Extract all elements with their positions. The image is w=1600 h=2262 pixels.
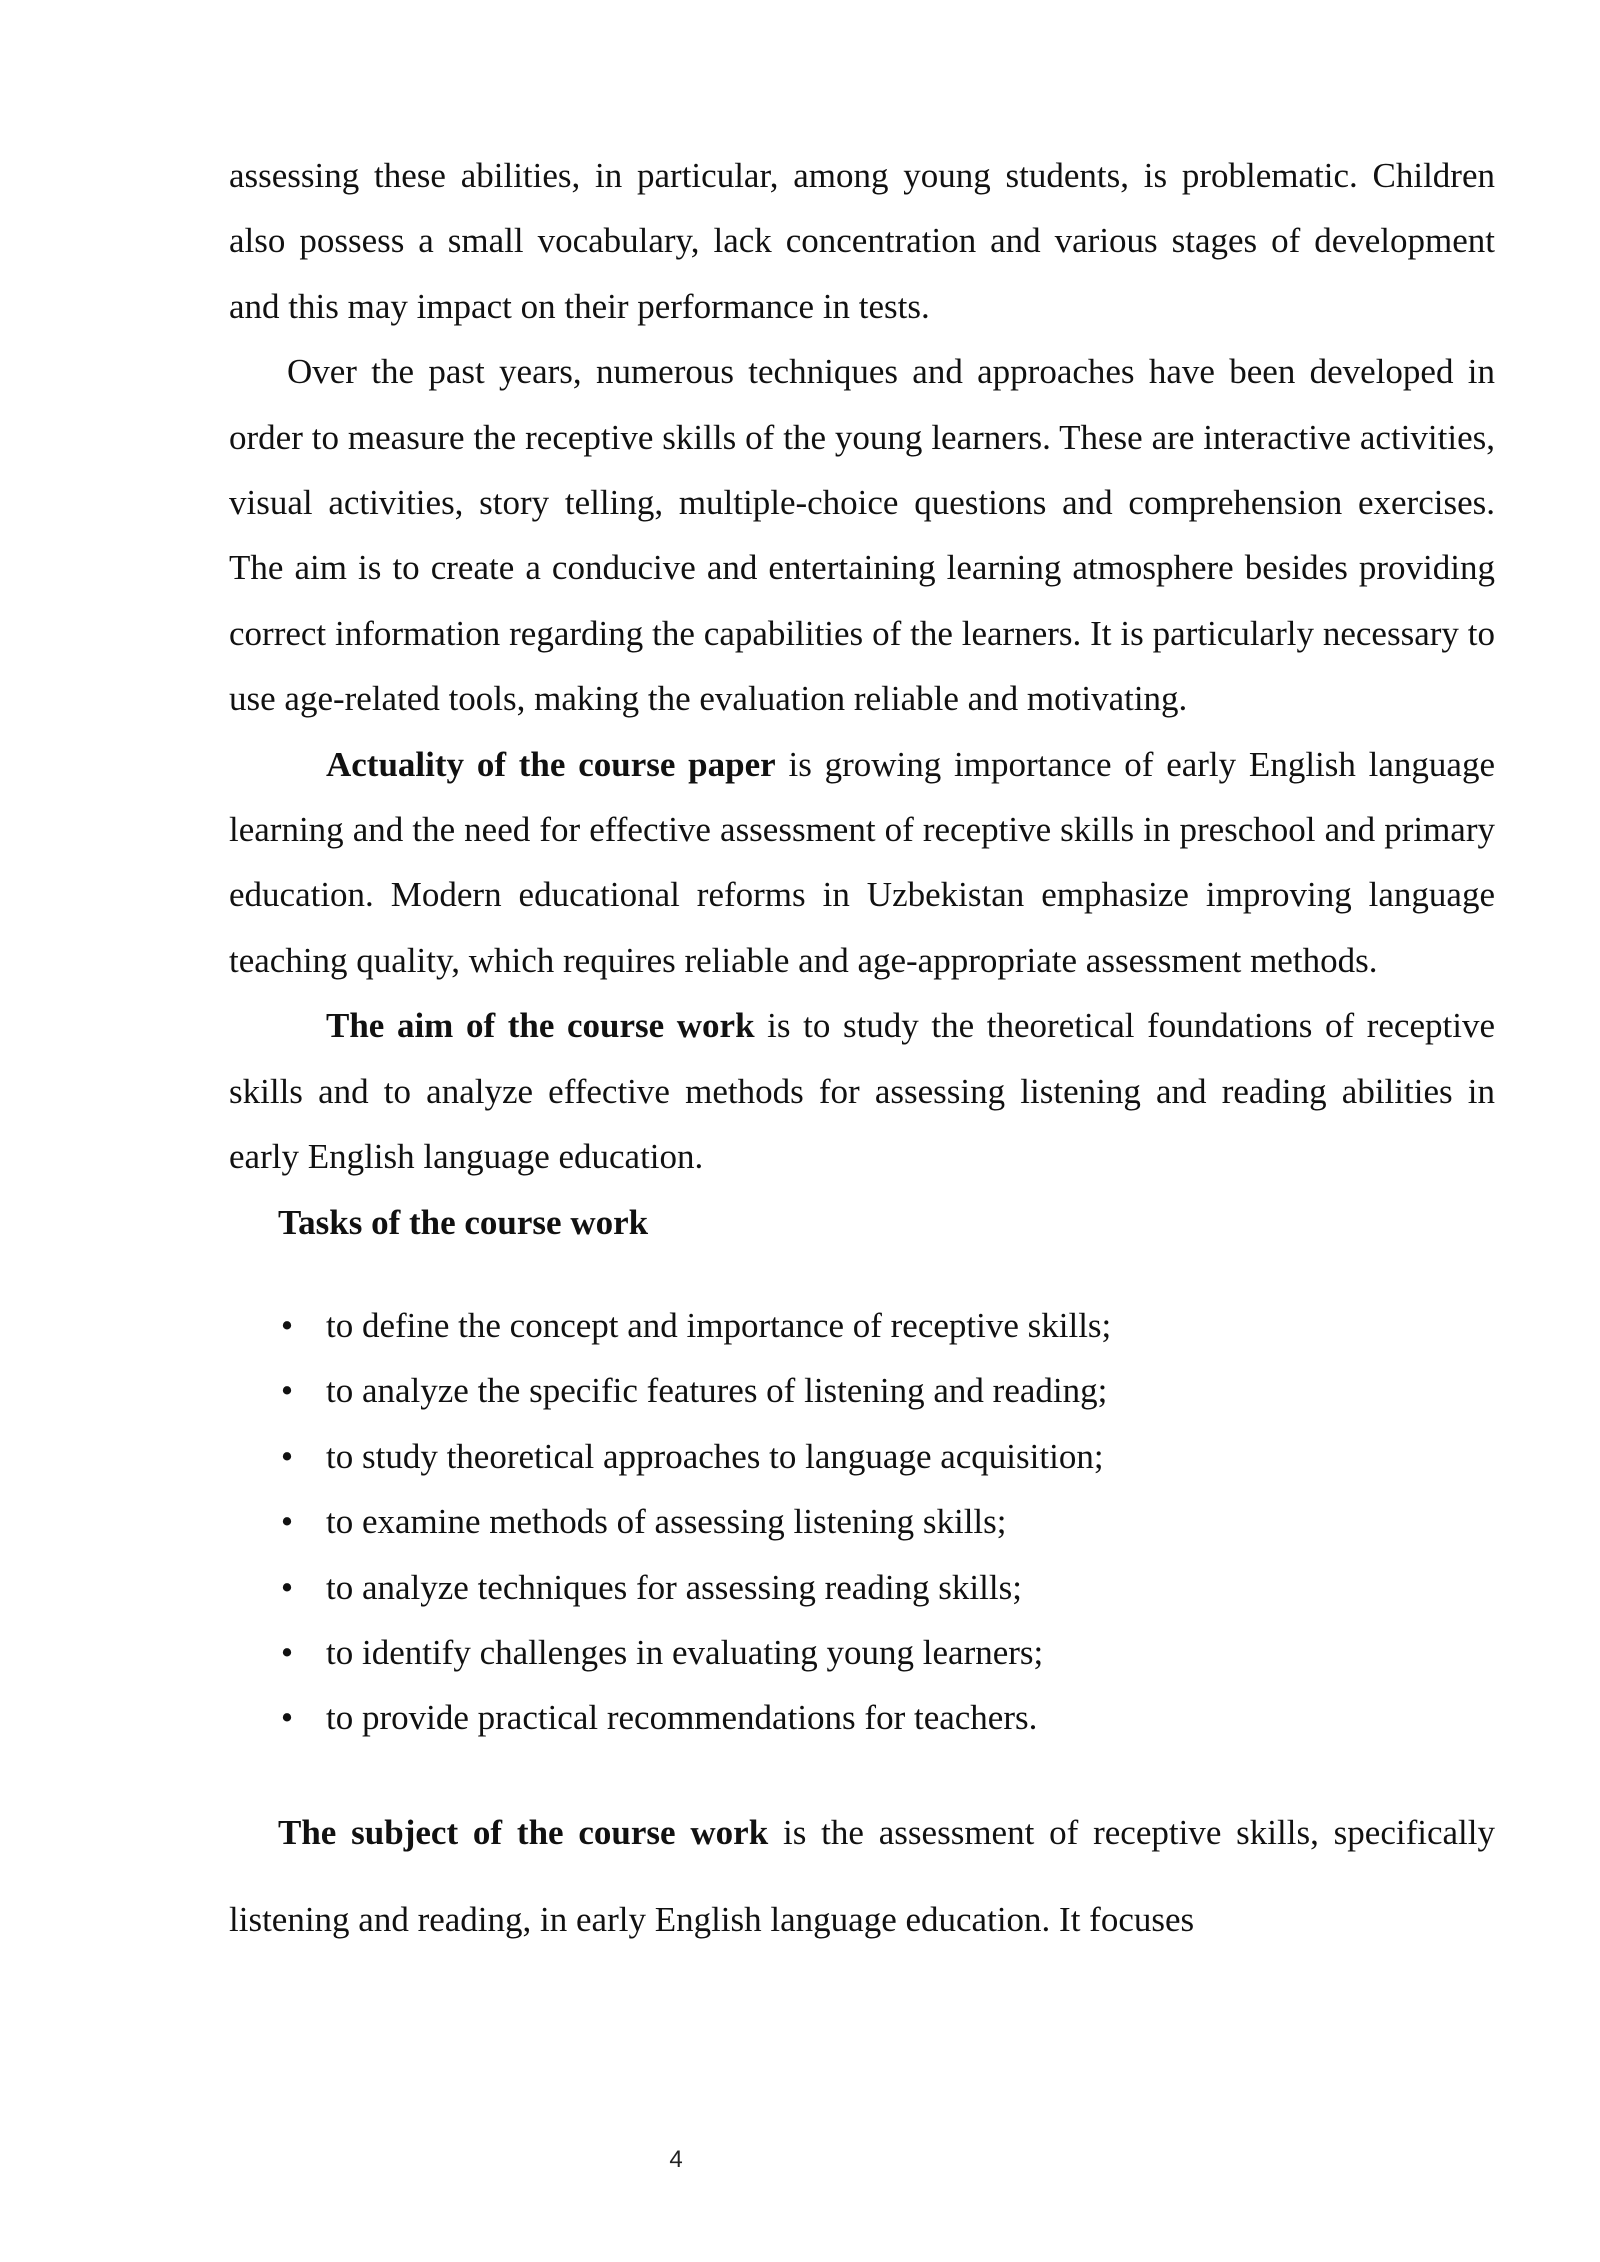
aim-text: is to study the theoretical foundations of receptive skills and to analyze effective methods for assessing listening and reading abilities in early English language education. — [229, 1006, 1495, 1177]
tasks-heading: Tasks of the course work — [278, 1202, 649, 1242]
task-text: to identify challenges in evaluating young learners; — [326, 1632, 1044, 1672]
bullet-icon: • — [280, 1502, 294, 1542]
list-item — [229, 1685, 1495, 1750]
aim-label: The aim of the course work — [326, 1006, 755, 1046]
bullet-icon: • — [280, 1371, 294, 1411]
bullet-icon: • — [280, 1632, 294, 1672]
paragraph-subject — [229, 1789, 1495, 1963]
list-item — [229, 1555, 1495, 1620]
actuality-text: is growing importance of early English language learning and the need for effective assessment of receptive skills in preschool and primary education. Modern educational reforms in Uzbekistan emphasize improving language teaching quality, which requires reliable and age-appropriate assessment methods. — [229, 744, 1495, 980]
paragraph-assessing-abilities: assessing these abilities, in particular, among young students, is problematic. Children also possess a small vocabulary, lack concentration and various stages of development and this may impact on their performance in tests. — [229, 156, 1495, 326]
task-text: to examine methods of assessing listening skills; — [326, 1502, 1007, 1542]
subject-text: is the assessment of receptive skills, specifically listening and reading, in early English language education. It focuses — [229, 1812, 1495, 1939]
list-item — [229, 1489, 1495, 1554]
list-item — [229, 1293, 1495, 1358]
task-text: to define the concept and importance of receptive skills; — [326, 1305, 1112, 1345]
page-number: 4 — [669, 2146, 683, 2173]
bullet-icon: • — [280, 1305, 294, 1345]
list-item — [229, 1358, 1495, 1423]
task-text: to provide practical recommendations for teachers. — [326, 1698, 1038, 1738]
paragraph-techniques: Over the past years, numerous techniques and approaches have been developed in order to measure the receptive skills of the young learners. These are interactive activities, visual activities, story telling, multiple-choice questions and comprehension exercises. The aim is to create a conducive and entertaining learning atmosphere besides providing correct information regarding the capabilities of the learners. It is particularly necessary to use age-related tools, making the evaluation reliable and motivating. — [229, 352, 1495, 719]
task-text: to analyze techniques for assessing reading skills; — [326, 1567, 1022, 1607]
task-text: to analyze the specific features of listening and reading; — [326, 1371, 1108, 1411]
task-text: to study theoretical approaches to language acquisition; — [326, 1436, 1104, 1476]
body-text — [229, 143, 1495, 1963]
tasks-list — [229, 1293, 1495, 1751]
paragraph-actuality — [229, 732, 1495, 994]
bullet-icon: • — [280, 1567, 294, 1607]
list-item — [229, 1620, 1495, 1685]
paragraph-aim — [229, 993, 1495, 1189]
bullet-icon: • — [280, 1698, 294, 1738]
bullet-icon: • — [280, 1436, 294, 1476]
actuality-label: Actuality of the course paper — [326, 744, 776, 784]
subject-label: The subject of the course work — [278, 1812, 769, 1852]
list-item — [229, 1424, 1495, 1489]
